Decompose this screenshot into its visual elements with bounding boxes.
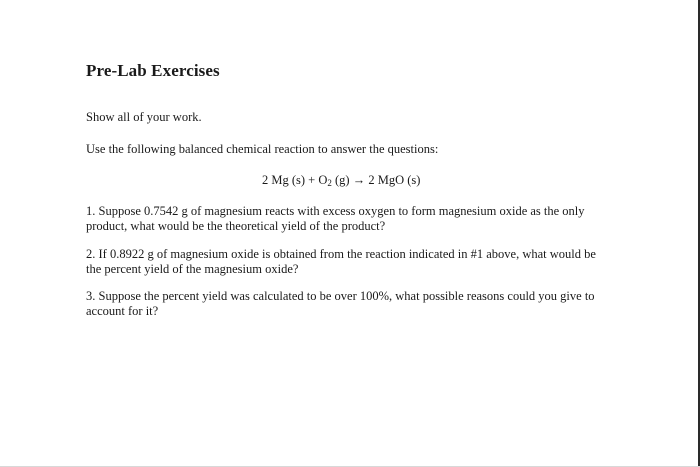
question-3: 3. Suppose the percent yield was calculated to be over 100%, what possible reasons could you give to account for it?: [86, 289, 595, 318]
equation-part-2: (g) → 2 MgO (s): [331, 173, 421, 187]
instruction-use-reaction: Use the following balanced chemical reaction to answer the questions:: [86, 142, 439, 156]
page-title: Pre-Lab Exercises: [86, 61, 220, 80]
question-2: 2. If 0.8922 g of magnesium oxide is obtained from the reaction indicated in #1 above, what would be the percent yield of the magnesium oxide?: [86, 247, 596, 276]
question-1: 1. Suppose 0.7542 g of magnesium reacts with excess oxygen to form magnesium oxide as the only product, what would be the theoretical yield of the product?: [86, 204, 585, 233]
chemical-equation: [262, 173, 420, 188]
equation-subscript: 2: [327, 178, 332, 188]
instruction-show-work: Show all of your work.: [86, 110, 202, 124]
equation-part-1: 2 Mg (s) + O: [262, 173, 328, 187]
